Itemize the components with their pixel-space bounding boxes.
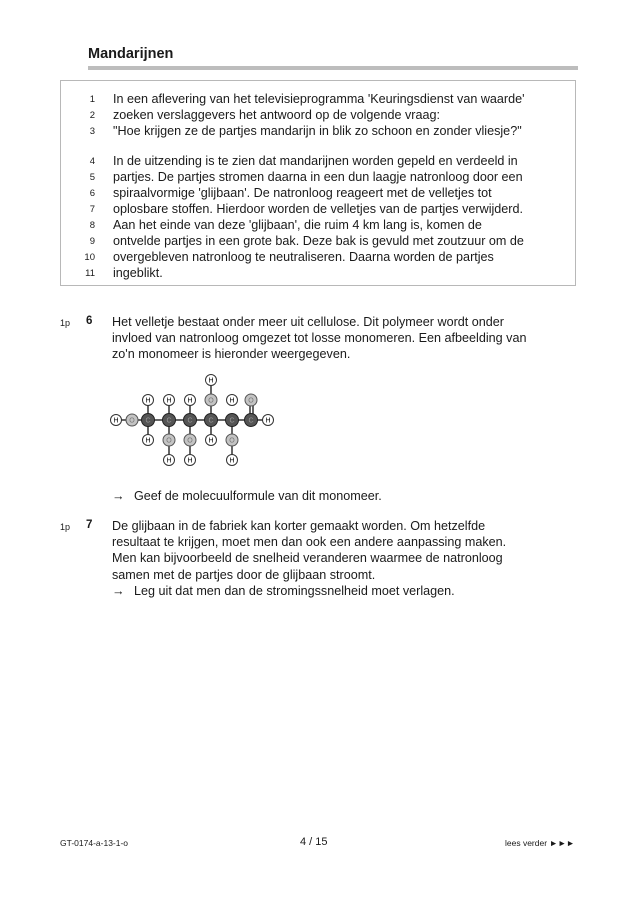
arrow-icon: →: [112, 583, 125, 598]
question-line: zo'n monomeer is hieronder weergegeven.: [112, 347, 351, 362]
question-line: samen met de partjes door de glijbaan stroomt.: [112, 567, 376, 582]
question-number: 6: [86, 315, 93, 327]
svg-text:O: O: [208, 397, 214, 405]
carbon-atom: [163, 414, 176, 427]
line-text: ingeblikt.: [113, 266, 163, 280]
line-number: 9: [89, 236, 95, 247]
exam-code: GT-0174-a-13-1-o: [60, 838, 129, 848]
svg-text:H: H: [166, 397, 172, 405]
hydrogen-atom: [206, 435, 217, 446]
svg-text:C: C: [248, 417, 254, 425]
line-number: 8: [89, 220, 95, 231]
question-line: resultaat te krijgen, moet men dan ook een andere aanpassing maken.: [112, 535, 507, 550]
svg-text:H: H: [145, 437, 151, 445]
svg-text:C: C: [208, 417, 214, 425]
question-line: Het velletje bestaat onder meer uit cellulose. Dit polymeer wordt onder: [112, 315, 504, 329]
question-text: [112, 314, 526, 363]
carbon-atom: [205, 414, 218, 427]
hydrogen-atom: [263, 415, 274, 426]
svg-text:O: O: [166, 437, 172, 445]
line-text: zoeken verslaggevers het antwoord op de volgende vraag:: [113, 108, 440, 122]
svg-text:O: O: [248, 397, 254, 405]
hydrogen-atom: [185, 455, 196, 466]
hydrogen-atom: [111, 415, 122, 426]
question-points: 1p: [60, 522, 71, 532]
title-divider: [88, 66, 578, 70]
line-text: Aan het einde van deze 'glijbaan', die ruim 4 km lang is, komen de: [113, 218, 482, 232]
line-number: 6: [89, 188, 95, 199]
oxygen-atom: [163, 434, 175, 446]
svg-text:H: H: [229, 397, 235, 405]
source-text-box: [60, 80, 576, 286]
oxygen-atom: [245, 394, 257, 406]
svg-text:H: H: [229, 457, 235, 465]
carbon-atom: [226, 414, 239, 427]
question-points: 1p: [60, 318, 71, 328]
carbon-atom: [184, 414, 197, 427]
line-text: partjes. De partjes stromen daarna in een dun laagje natronloog door een: [113, 170, 523, 184]
hydrogen-atom: [143, 435, 154, 446]
hydrogen-atom: [185, 395, 196, 406]
svg-text:H: H: [208, 377, 214, 385]
svg-text:H: H: [166, 457, 172, 465]
svg-text:H: H: [113, 417, 119, 425]
question-line: invloed van natronloog omgezet tot losse monomeren. Een afbeelding van: [112, 331, 527, 346]
oxygen-atom: [126, 414, 138, 426]
hydrogen-atom: [143, 395, 154, 406]
oxygen-atom: [184, 434, 196, 446]
carbon-atom: [142, 414, 155, 427]
svg-text:H: H: [208, 437, 214, 445]
line-text: oplosbare stoffen. Hierdoor worden de velletjes van de partjes verwijderd.: [113, 202, 523, 216]
oxygen-atom: [226, 434, 238, 446]
hydrogen-atom: [164, 455, 175, 466]
hydrogen-atom: [164, 395, 175, 406]
line-text: ontvelde partjes in een grote bak. Deze bak is gevuld met zoutzuur om de: [113, 234, 524, 248]
carbon-atom: [245, 414, 258, 427]
question-instruction: [112, 583, 506, 599]
svg-text:C: C: [229, 417, 235, 425]
page-title: Mandarijnen: [88, 46, 174, 62]
question-instruction: [112, 488, 382, 504]
svg-text:C: C: [166, 417, 172, 425]
line-number: 4: [89, 156, 95, 167]
question-line: De glijbaan in de fabriek kan korter gemaakt worden. Om hetzelfde: [112, 519, 486, 533]
svg-text:H: H: [187, 397, 193, 405]
svg-text:O: O: [129, 417, 135, 425]
line-number: 11: [85, 268, 95, 279]
svg-text:H: H: [145, 397, 151, 405]
question-text: [112, 518, 506, 599]
line-number: 2: [89, 110, 95, 121]
line-text: overgebleven natronloog te neutraliseren. Daarna worden de partjes: [113, 250, 494, 264]
line-number: 3: [89, 126, 95, 137]
hydrogen-atom: [227, 395, 238, 406]
line-text: In de uitzending is te zien dat mandarijnen worden gepeld en verdeeld in: [113, 154, 518, 168]
svg-text:O: O: [229, 437, 235, 445]
line-number: 10: [84, 252, 95, 263]
line-text: spiraalvormige 'glijbaan'. De natronloog reageert met de velletjes tot: [113, 186, 492, 200]
hydrogen-atom: [227, 455, 238, 466]
line-number: 5: [89, 172, 95, 183]
instruction-text: Leg uit dat men dan de stromingssnelheid moet verlagen.: [134, 583, 455, 598]
arrow-icon: →: [112, 489, 125, 503]
instruction-text: Geef de molecuulformule van dit monomeer.: [134, 489, 382, 503]
question-line: Men kan bijvoorbeeld de snelheid veranderen waarmee de natronloog: [112, 551, 503, 566]
line-text: In een aflevering van het televisieprogramma 'Keuringsdienst van waarde': [113, 92, 525, 106]
svg-text:H: H: [265, 417, 271, 425]
svg-text:O: O: [187, 437, 193, 445]
svg-text:C: C: [145, 417, 151, 425]
line-text: "Hoe krijgen ze de partjes mandarijn in blik zo schoon en zonder vliesje?": [113, 124, 522, 138]
svg-text:C: C: [187, 417, 193, 425]
svg-text:H: H: [187, 457, 193, 465]
question-number: 7: [86, 519, 93, 531]
monomer-structure-diagram: [110, 372, 290, 472]
oxygen-atom: [205, 394, 217, 406]
continue-label: lees verder ►►►: [505, 838, 575, 848]
hydrogen-atom: [206, 375, 217, 386]
page-number: 4 / 15: [300, 836, 328, 848]
line-number: 7: [89, 204, 95, 215]
line-number: 1: [89, 94, 95, 105]
